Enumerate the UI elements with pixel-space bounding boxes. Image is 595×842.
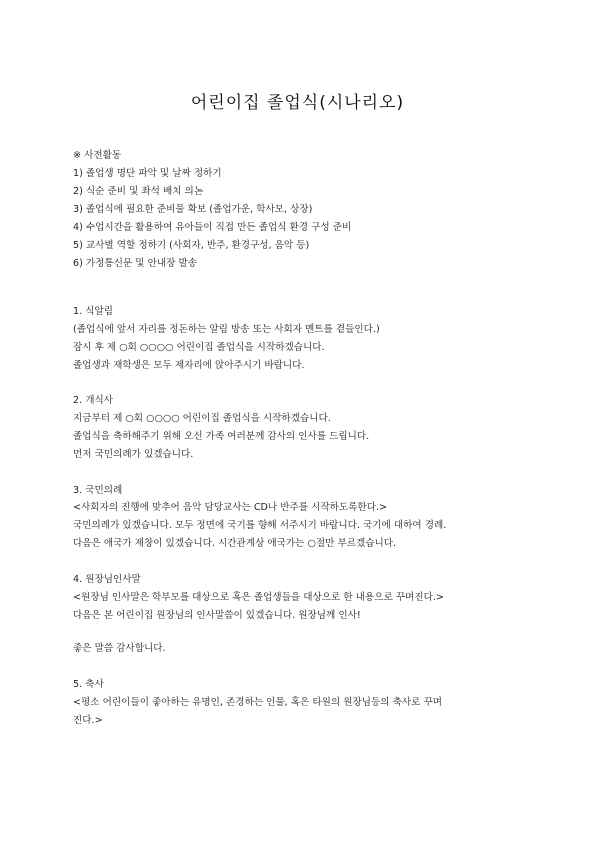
- section-line: <원장님 인사말은 학부모를 대상으로 혹은 졸업생들을 대상으로 한 내용으로 꾸며진다.>: [73, 592, 444, 603]
- document-title: 어린이집 졸업식(시나리오): [190, 93, 405, 113]
- section-line: 다음은 애국가 제창이 있겠습니다. 시간관계상 애국가는 ○절만 부르겠습니다.: [73, 538, 397, 549]
- section-line: <사회자의 진행에 맞추어 음악 담당교사는 CD나 반주를 시작하도록한다.>: [73, 502, 388, 513]
- section-line: 졸업식을 축하해주기 위해 오신 가족 여러분께 감사의 인사를 드립니다.: [73, 431, 370, 442]
- section-heading: 2. 개식사: [73, 395, 114, 406]
- section-line: 잠시 후 제 ○회 ○○○○ 어린이집 졸업식을 시작하겠습니다.: [73, 342, 325, 353]
- section-heading: 1. 식알림: [73, 306, 114, 317]
- section-line: 다음은 본 어린이집 원장님의 인사말씀이 있겠습니다. 원장님께 인사!: [73, 610, 361, 621]
- section-line: (졸업식에 앞서 자리를 정돈하는 알림 방송 또는 사회자 멘트를 곁들인다.): [73, 324, 380, 335]
- section-heading: 4. 원장님인사말: [73, 574, 141, 585]
- section-line: 졸업생과 재학생은 모두 제자리에 앉아주시기 바랍니다.: [73, 360, 305, 371]
- section-line: <평소 어린이들이 좋아하는 유명인, 존경하는 인물, 혹은 타원의 원장님등의 축사로 꾸며: [73, 697, 442, 708]
- section-line: 좋은 말씀 감사합니다.: [73, 643, 166, 654]
- prep-item: 3) 졸업식에 필요한 준비물 확보 (졸업가운, 학사모, 상장): [73, 204, 313, 215]
- prep-item: 1) 졸업생 명단 파악 및 날짜 정하기: [73, 168, 222, 179]
- prep-header: ※ 사전활동: [73, 150, 122, 161]
- prep-item: 2) 식순 준비 및 좌석 배치 의논: [73, 186, 204, 197]
- section-line: 지금부터 제 ○회 ○○○○ 어린이집 졸업식을 시작하겠습니다.: [73, 413, 331, 424]
- section-heading: 3. 국민의례: [73, 485, 123, 496]
- section-heading: 5. 축사: [73, 679, 104, 690]
- section-line: 진다.>: [73, 715, 103, 726]
- prep-item: 5) 교사별 역할 정하기 (사회자, 반주, 환경구성, 음악 등): [73, 240, 310, 251]
- prep-item: 4) 수업시간을 활용하여 유아들이 직접 만든 졸업식 환경 구성 준비: [73, 222, 352, 233]
- prep-item: 6) 가정통신문 및 안내장 발송: [73, 258, 197, 269]
- section-line: 먼저 국민의례가 있겠습니다.: [73, 449, 194, 460]
- section-line: 국민의례가 있겠습니다. 모두 정면에 국기를 향해 서주시기 바랍니다. 국기에 대하여 경례.: [73, 520, 447, 531]
